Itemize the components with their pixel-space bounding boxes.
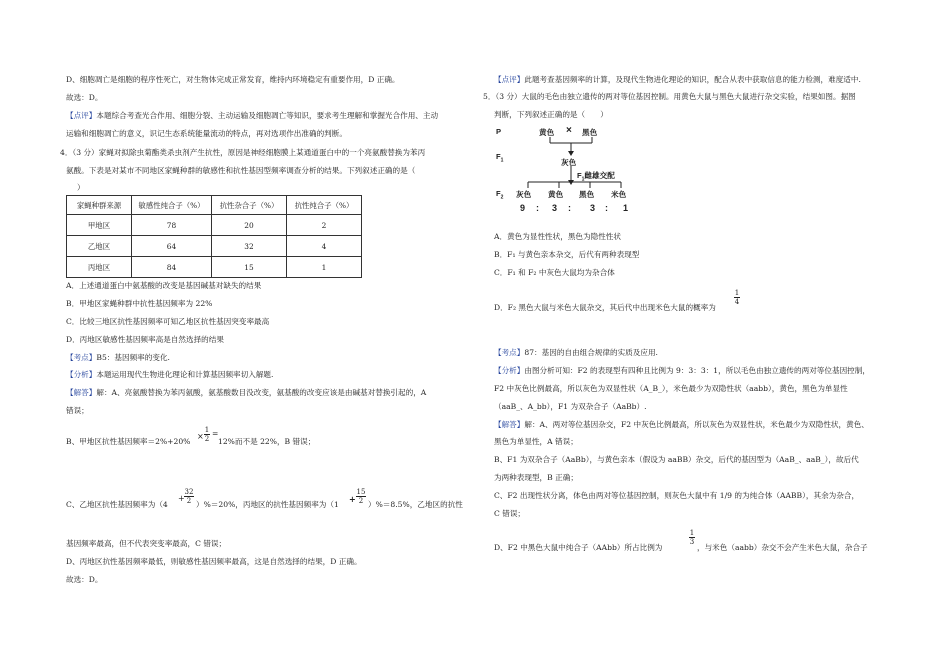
table-header-row: [67, 196, 362, 215]
fraction-third: [689, 529, 695, 546]
diagram-f2-label: [496, 189, 503, 201]
diagram-f2-yellow: 黄色: [548, 190, 564, 199]
table-header: 家蝇种群来源: [67, 196, 132, 215]
diagram-f2-black: 黑色: [579, 190, 595, 199]
q5-solution: [494, 420, 869, 430]
fraction-15-2: [356, 488, 366, 505]
table-row: [67, 236, 362, 257]
diagram-gray-f1: 灰色: [561, 158, 577, 167]
ratio-3a: 3: [552, 203, 558, 213]
ratio-colon: :: [568, 203, 571, 213]
ratio-1: 1: [623, 203, 629, 213]
times-sign: ×: [197, 432, 204, 441]
fraction-denominator: 2: [204, 435, 210, 443]
q5-solution-d-post: ，与米色（aabb）杂交不会产生米色大鼠，杂合子: [697, 543, 868, 552]
equals-sign: =: [212, 429, 219, 438]
table-row: [67, 215, 362, 236]
diagram-f2-beige: 米色: [611, 190, 627, 199]
ratio-colon: :: [605, 203, 608, 213]
fraction-numerator: 15: [356, 488, 366, 496]
table-cell: 84: [132, 257, 212, 278]
q4-knowledge-point: [66, 353, 170, 363]
jd-tag: 【解答】: [494, 420, 525, 429]
table-row: [67, 257, 362, 278]
table-cell: 1: [287, 257, 362, 278]
q5-solution-c: C、F2 出现性状分离，体色由两对等位基因控制，则灰色大鼠中有 1/9 的为纯合体（AABB），其余为杂合，: [494, 491, 860, 500]
q4-solution-c-post: ）%＝8.5%，乙地区的抗性: [368, 500, 463, 509]
q5-analysis-2: F2 中灰色比例最高，所以灰色为双显性状（A_B_），米色最少为双隐性状（aabb），黄色，黑色为单显性: [494, 384, 848, 393]
q5-solution-d: D、F2 中黑色大鼠中纯合子（AAbb）所占比例为: [494, 543, 663, 552]
kd-tag: 【考点】: [66, 353, 97, 362]
table-cell: 乙地区: [67, 236, 132, 257]
diagram-f2-gray: 灰色: [516, 190, 532, 199]
q5-option-b: B．F₁ 与黄色亲本杂交，后代有两种表现型: [494, 250, 640, 259]
q4-solution-c-mid: ）%＝20%，丙地区的抗性基因频率为（1: [196, 500, 339, 509]
f1x-sub: 1: [581, 176, 585, 183]
q5-option-a: A．黄色为显性性状，黑色为隐性性状: [494, 232, 621, 241]
mating-label: 雌雄交配: [584, 171, 615, 180]
table-header: 抗性纯合子（%）: [287, 196, 362, 215]
q5-analysis-3: （aaB_、A_bb），F1 为双杂合子（AaBb）.: [494, 402, 647, 411]
comment-text: 此题考查基因频率的计算，及现代生物进化理论的知识，配合从表中获取信息的能力检测，难度适中.: [524, 75, 861, 84]
plus-sign: +: [178, 494, 185, 503]
comment-tag: 【点评】: [494, 75, 525, 84]
table-cell: 15: [212, 257, 287, 278]
q5-option-d: D．F₂ 黑色大鼠与米色大鼠杂交，其后代中出现米色大鼠的概率为: [494, 303, 716, 312]
q4-analysis: [66, 370, 273, 380]
fraction-denominator: 4: [734, 298, 740, 306]
fraction-denominator: 3: [689, 538, 695, 546]
q4-option-b: B．甲地区家蝇种群中抗性基因频率为 22%: [66, 299, 213, 308]
comment-tag: 【点评】: [66, 111, 97, 120]
plus-sign: +: [349, 494, 356, 504]
fraction-denominator: 2: [184, 496, 194, 505]
q5-knowledge-point: [494, 348, 658, 358]
table-header: 敏感性纯合子（%）: [132, 196, 212, 215]
q5-analysis: [494, 366, 870, 376]
f1-sub: 1: [500, 157, 504, 164]
fraction-numerator: 1: [689, 529, 695, 537]
diagram-cross-sign: ×: [566, 125, 572, 136]
fraction-numerator: 1: [204, 426, 210, 434]
q4-answer: 故选：D。: [66, 575, 103, 584]
ratio-colon: :: [536, 203, 539, 213]
q4-option-d: D．丙地区敏感性基因频率高是自然选择的结果: [66, 335, 224, 344]
jd-text: 解：A、两对等位基因杂交，F2 中灰色比例最高，所以灰色为双显性状，米色最少为双隐性状，黄色、: [524, 420, 869, 429]
q4-option-a: A．上述通道蛋白中氨基酸的改变是基因碱基对缺失的结果: [66, 281, 262, 290]
left-comment-cont: 运输和细胞凋亡的意义，识记生态系统能量流动的特点，再对选项作出准确的判断。: [66, 129, 347, 138]
left-answer: 故选：D。: [66, 93, 103, 102]
left-comment: [66, 111, 438, 121]
q5-stem: 5．（3 分）大鼠的毛色由独立遗传的两对等位基因控制。用黄色大鼠与黑色大鼠进行杂交实验，结果如图。据图: [483, 92, 856, 101]
right-comment: [494, 75, 861, 85]
q4-stem: 4．（3 分）家蝇对拟除虫菊酯类杀虫剂产生抗性，原因是神经细胞膜上某通道蛋白中的一个亮氨酸替换为苯丙: [60, 148, 426, 157]
jd-text: 解：A、亮氨酸替换为苯丙氨酸，氨基酸数目没改变，氨基酸的改变应该是由碱基对替换引起的，A: [96, 388, 427, 397]
table-header: 抗性杂合子（%）: [212, 196, 287, 215]
diagram-yellow-parent: 黄色: [539, 128, 555, 137]
table-cell: 丙地区: [67, 257, 132, 278]
table-cell: 32: [212, 236, 287, 257]
table-cell: 64: [132, 236, 212, 257]
fraction-denominator: 2: [356, 496, 366, 505]
diagram-black-parent: 黑色: [582, 128, 598, 137]
fraction-32-2: [184, 488, 194, 505]
f2-sub: 2: [500, 194, 504, 201]
table-cell: 甲地区: [67, 215, 132, 236]
gene-frequency-table: [66, 195, 362, 278]
f1-letter: F: [496, 152, 501, 161]
f2-letter: F: [496, 189, 501, 198]
q4-stem-2: 氨酸。下表是对某市不同地区家蝇种群的敏感性和抗性基因型频率调查分析的结果。下列叙述正确的是（: [66, 166, 416, 175]
kd-tag: 【考点】: [494, 348, 525, 357]
table-cell: 20: [212, 215, 287, 236]
fraction-numerator: 32: [184, 488, 194, 496]
q4-solution-d: D、丙地区抗性基因频率最低，则敏感性基因频率最高，这是自然选择的结果，D 正确。: [66, 557, 362, 566]
q4-solution-cont: 错误；: [66, 406, 89, 415]
fraction-numerator: 1: [734, 289, 740, 297]
q4-option-c: C．比较三地区抗性基因频率可知乙地区抗性基因突变率最高: [66, 317, 270, 326]
fraction-quarter: [734, 289, 740, 306]
q4-solution-c-cont: 基因频率最高，但不代表突变率最高，C 错误；: [66, 539, 227, 548]
q4-solution-b: B、甲地区抗性基因频率＝2%+20%: [66, 437, 191, 446]
q5-option-c: C．F₁ 和 F₂ 中灰色大鼠均为杂合体: [494, 268, 615, 277]
diagram-p-connector: [540, 137, 606, 157]
ratio-3b: 3: [590, 203, 596, 213]
fx-text: 本题运用现代生物进化理论和计算基因频率切入解题.: [96, 370, 274, 379]
comment-text: 本题综合考查光合作用、细胞分裂、主动运输及细胞凋亡等知识，要求考生理解和掌握光合作用、主动: [96, 111, 439, 120]
diagram-p-label: P: [496, 127, 502, 136]
fx-tag: 【分析】: [494, 366, 525, 375]
q5-solution-b: B、F1 为双杂合子（AaBb），与黄色亲本（假设为 aaBB）杂交，后代的基因型为（AaB_、aaB_），故后代: [494, 455, 859, 464]
ratio-9: 9: [520, 203, 526, 213]
q4-solution-b-post: 12%而不是 22%，B 错误；: [218, 437, 316, 446]
q5-solution-b-cont: 为两种表现型，B 正确；: [494, 473, 578, 482]
jd-tag: 【解答】: [66, 388, 97, 397]
table-cell: 4: [287, 236, 362, 257]
table-cell: 78: [132, 215, 212, 236]
table-cell: 2: [287, 215, 362, 236]
fx-tag: 【分析】: [66, 370, 97, 379]
q5-stem-2: 判断，下列叙述正确的是（ ）: [494, 110, 608, 119]
q4-solution-c: C、乙地区抗性基因频率为（4: [66, 500, 168, 509]
q4-stem-3: ）: [77, 183, 85, 192]
q4-solution: [66, 388, 426, 398]
kd-text: B5：基因频率的变化.: [96, 353, 170, 362]
f1x-letter: F: [577, 171, 582, 180]
q5-solution-2: 黑色为单显性，A 错误；: [494, 437, 578, 446]
fraction-half: [204, 426, 210, 443]
q5-solution-c-cont: C 错误；: [494, 509, 526, 518]
kd-text: 87：基因的自由组合规律的实质及应用.: [524, 348, 658, 357]
fx-text: 由图分析可知：F2 的表现型有四种且比例为 9：3：3：1，所以毛色由独立遗传的两对等位基因控制，: [524, 366, 870, 375]
diagram-f1-label: [496, 152, 503, 164]
left-line-d: D、细胞凋亡是细胞的程序性死亡，对生物体完成正常发育，维持内环境稳定有重要作用，D 正确。: [66, 75, 400, 84]
